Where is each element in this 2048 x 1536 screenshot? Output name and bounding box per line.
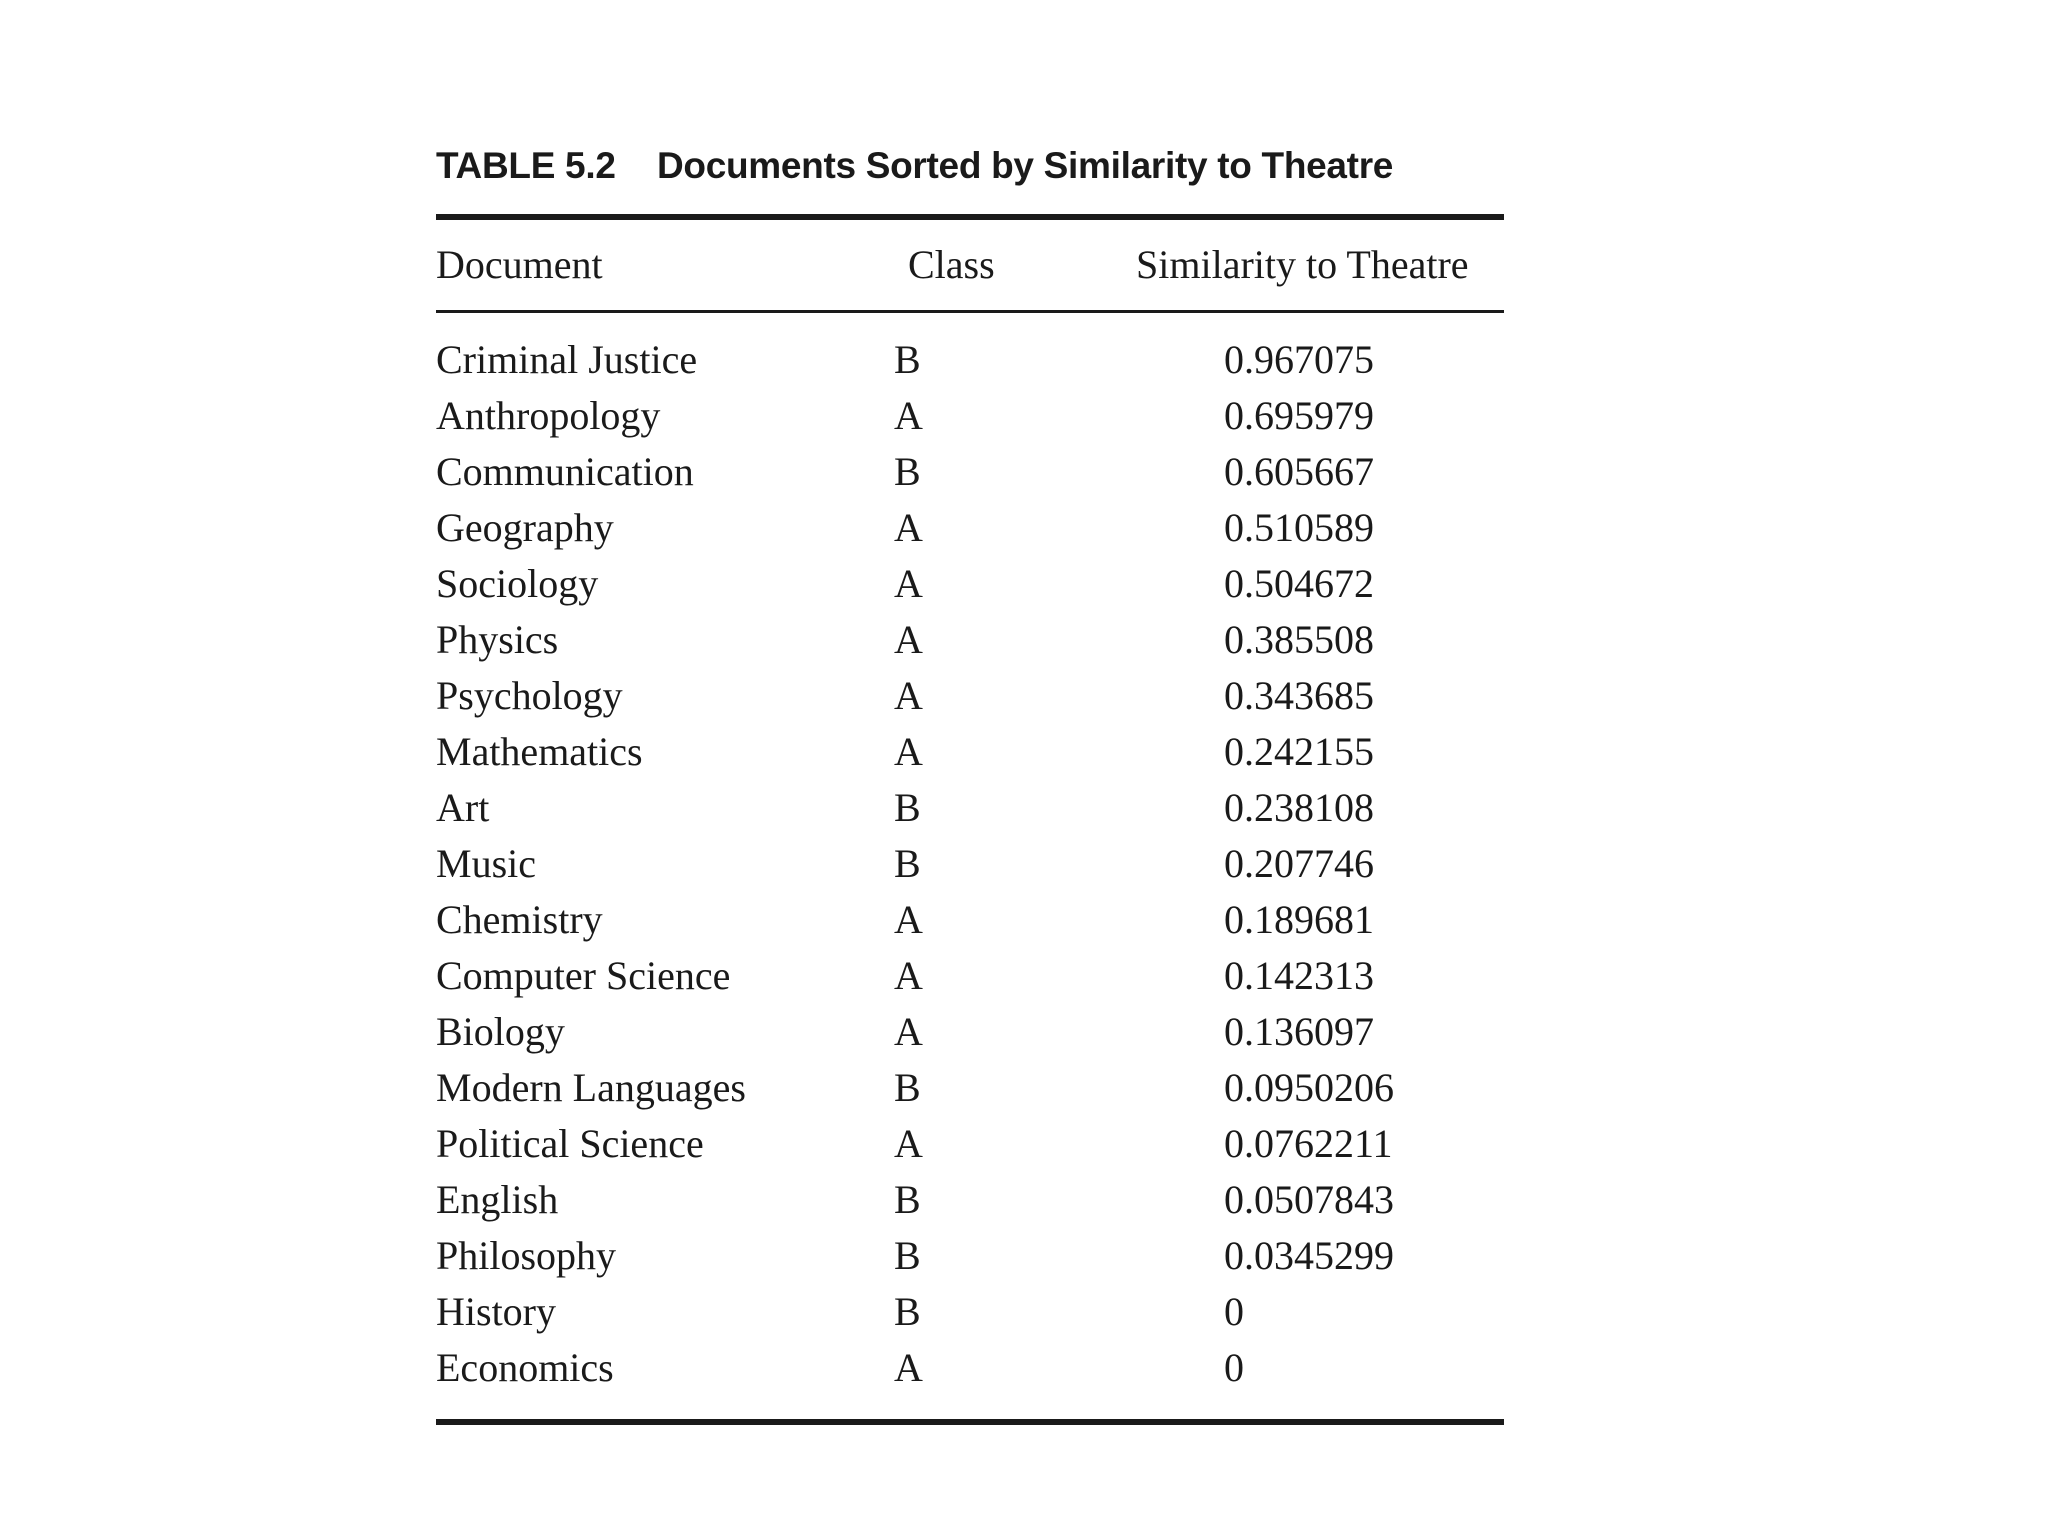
cell-document: Political Science	[436, 1121, 704, 1166]
cell-document: Art	[436, 785, 490, 830]
table-row	[436, 1172, 1504, 1228]
cell-class: B	[894, 841, 921, 886]
cell-class: A	[894, 673, 923, 718]
cell-document: Anthropology	[436, 393, 661, 438]
cell-class: B	[894, 1065, 921, 1110]
table-title: Documents Sorted by Similarity to Theatre	[657, 145, 1394, 186]
cell-document: Music	[436, 841, 536, 886]
cell-similarity: 0.0507843	[1224, 1177, 1394, 1222]
header-class: Class	[908, 242, 995, 287]
table-caption	[436, 140, 1504, 192]
cell-document: Psychology	[436, 673, 623, 718]
cell-similarity: 0.136097	[1224, 1009, 1374, 1054]
cell-similarity: 0.510589	[1224, 505, 1374, 550]
cell-class: B	[894, 785, 921, 830]
cell-class: A	[894, 393, 923, 438]
cell-class: A	[894, 953, 923, 998]
cell-document: Sociology	[436, 561, 599, 606]
cell-similarity: 0.207746	[1224, 841, 1374, 886]
table-row	[436, 948, 1504, 1004]
cell-document: Computer Science	[436, 953, 731, 998]
cell-class: A	[894, 505, 923, 550]
table-container	[436, 140, 1504, 1425]
cell-document: Economics	[436, 1345, 614, 1390]
cell-document: English	[436, 1177, 559, 1222]
cell-document: Physics	[436, 617, 559, 662]
cell-document: Modern Languages	[436, 1065, 746, 1110]
cell-class: A	[894, 729, 923, 774]
cell-similarity: 0.142313	[1224, 953, 1374, 998]
table-row	[436, 1116, 1504, 1172]
cell-document: History	[436, 1289, 556, 1334]
table-body	[436, 313, 1504, 1396]
cell-similarity: 0.967075	[1224, 337, 1374, 382]
cell-document: Geography	[436, 505, 614, 550]
cell-similarity: 0.0950206	[1224, 1065, 1394, 1110]
table-row	[436, 668, 1504, 724]
cell-similarity: 0.242155	[1224, 729, 1374, 774]
cell-similarity: 0.189681	[1224, 897, 1374, 942]
cell-class: A	[894, 897, 923, 942]
cell-class: B	[894, 1177, 921, 1222]
cell-document: Communication	[436, 449, 694, 494]
table-header-row	[436, 220, 1504, 310]
table-row	[436, 1060, 1504, 1116]
table-row	[436, 1284, 1504, 1340]
cell-document: Philosophy	[436, 1233, 617, 1278]
header-document: Document	[436, 242, 603, 287]
cell-similarity: 0.0762211	[1224, 1121, 1393, 1166]
cell-document: Mathematics	[436, 729, 643, 774]
bottom-rule	[436, 1419, 1504, 1425]
cell-similarity: 0.605667	[1224, 449, 1374, 494]
cell-document: Criminal Justice	[436, 337, 698, 382]
cell-class: B	[894, 449, 921, 494]
cell-class: A	[894, 561, 923, 606]
cell-class: B	[894, 337, 921, 382]
table-row	[436, 388, 1504, 444]
cell-similarity: 0	[1224, 1345, 1244, 1390]
cell-class: A	[894, 1345, 923, 1390]
table-label: TABLE 5.2	[436, 145, 616, 186]
cell-document: Biology	[436, 1009, 565, 1054]
cell-class: A	[894, 1009, 923, 1054]
table-row	[436, 892, 1504, 948]
table-row	[436, 724, 1504, 780]
table-row	[436, 612, 1504, 668]
table-row	[436, 836, 1504, 892]
cell-similarity: 0.695979	[1224, 393, 1374, 438]
header-similarity: Similarity to Theatre	[1136, 242, 1469, 287]
cell-similarity: 0.0345299	[1224, 1233, 1394, 1278]
table-row	[436, 556, 1504, 612]
cell-class: B	[894, 1289, 921, 1334]
table-row	[436, 444, 1504, 500]
table-row	[436, 1004, 1504, 1060]
cell-similarity: 0.343685	[1224, 673, 1374, 718]
cell-class: B	[894, 1233, 921, 1278]
cell-similarity: 0	[1224, 1289, 1244, 1334]
cell-similarity: 0.504672	[1224, 561, 1374, 606]
table-row	[436, 500, 1504, 556]
table-row	[436, 1228, 1504, 1284]
cell-document: Chemistry	[436, 897, 603, 942]
table-row	[436, 1340, 1504, 1396]
cell-similarity: 0.238108	[1224, 785, 1374, 830]
cell-class: A	[894, 617, 923, 662]
cell-similarity: 0.385508	[1224, 617, 1374, 662]
cell-class: A	[894, 1121, 923, 1166]
table-row	[436, 332, 1504, 388]
table-row	[436, 780, 1504, 836]
